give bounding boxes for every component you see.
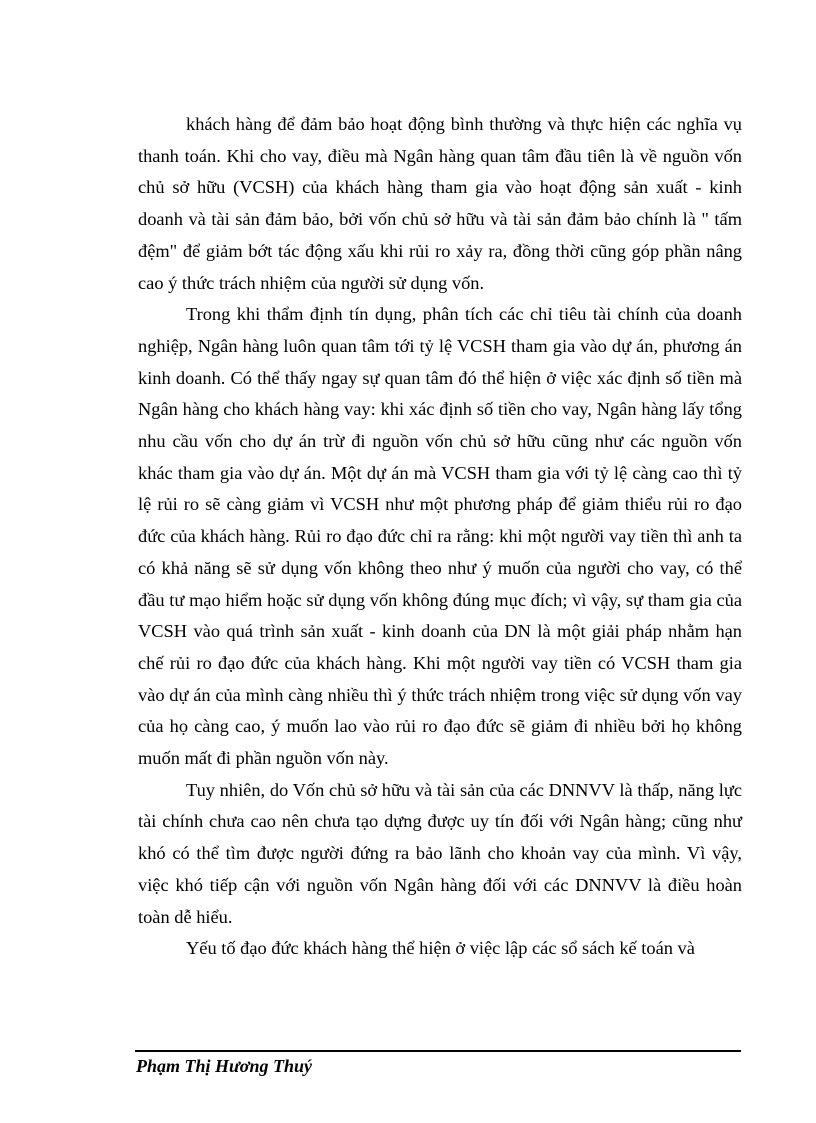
footer-author: Phạm Thị Hương Thuý: [136, 1056, 312, 1076]
paragraph-4: Yếu tố đạo đức khách hàng thể hiện ở việc lập các sổ sách kế toán và: [186, 938, 695, 959]
paragraph-1: khách hàng để đảm bảo hoạt động bình thường và thực hiện các nghĩa vụ thanh toán. Khi cho vay, điều mà Ngân hàng quan tâm đầu tiên là về nguồn vốn chủ sở hữu (VCSH) của khách hàng tham gia vào hoạt động sản xuất - kinh doanh và tài sản đảm bảo, bởi vốn chủ sở hữu và tài sản đảm bảo chính là " tấm đệm" để giảm bớt tác động xấu khi rủi ro xảy ra, đồng thời cũng góp phần nâng cao ý thức trách nhiệm của người sử dụng vốn.: [138, 114, 742, 293]
body-text: [138, 109, 742, 965]
footer-divider: [135, 1050, 741, 1052]
paragraph-2: Trong khi thẩm định tín dụng, phân tích các chỉ tiêu tài chính của doanh nghiệp, Ngân hàng luôn quan tâm tới tỷ lệ VCSH tham gia vào dự án, phương án kinh doanh. Có thể thấy ngay sự quan tâm đó thể hiện ở việc xác định số tiền mà Ngân hàng cho khách hàng vay: khi xác định số tiền cho vay, Ngân hàng lấy tổng nhu cầu vốn cho dự án trừ đi nguồn vốn chủ sở hữu cũng như các nguồn vốn khác tham gia vào dự án. Một dự án mà VCSH tham gia với tỷ lệ càng cao thì tỷ lệ rủi ro sẽ càng giảm vì VCSH như một phương pháp để giảm thiểu rủi ro đạo đức của khách hàng. Rủi ro đạo đức chỉ ra rằng: khi một người vay tiền thì anh ta có khả năng sẽ sử dụng vốn không theo như ý muốn của người cho vay, có thể đầu tư mạo hiểm hoặc sử dụng vốn không đúng mục đích; vì vậy, sự tham gia của VCSH vào quá trình sản xuất - kinh doanh của DN là một giải pháp nhằm hạn chế rủi ro đạo đức của khách hàng. Khi một người vay tiền có VCSH tham gia vào dự án của mình càng nhiều thì ý thức trách nhiệm trong việc sử dụng vốn vay của họ càng cao, ý muốn lao vào rủi ro đạo đức sẽ giảm đi nhiều bởi họ không muốn mất đi phần nguồn vốn này.: [138, 304, 742, 769]
paragraph-3: Tuy nhiên, do Vốn chủ sở hữu và tài sản của các DNNVV là thấp, năng lực tài chính chưa cao nên chưa tạo dựng được uy tín đối với Ngân hàng; cũng như khó có thể tìm được người đứng ra bảo lãnh cho khoản vay của mình. Vì vậy, việc khó tiếp cận với nguồn vốn Ngân hàng đối với các DNNVV là điều hoàn toàn dễ hiểu.: [138, 779, 742, 927]
